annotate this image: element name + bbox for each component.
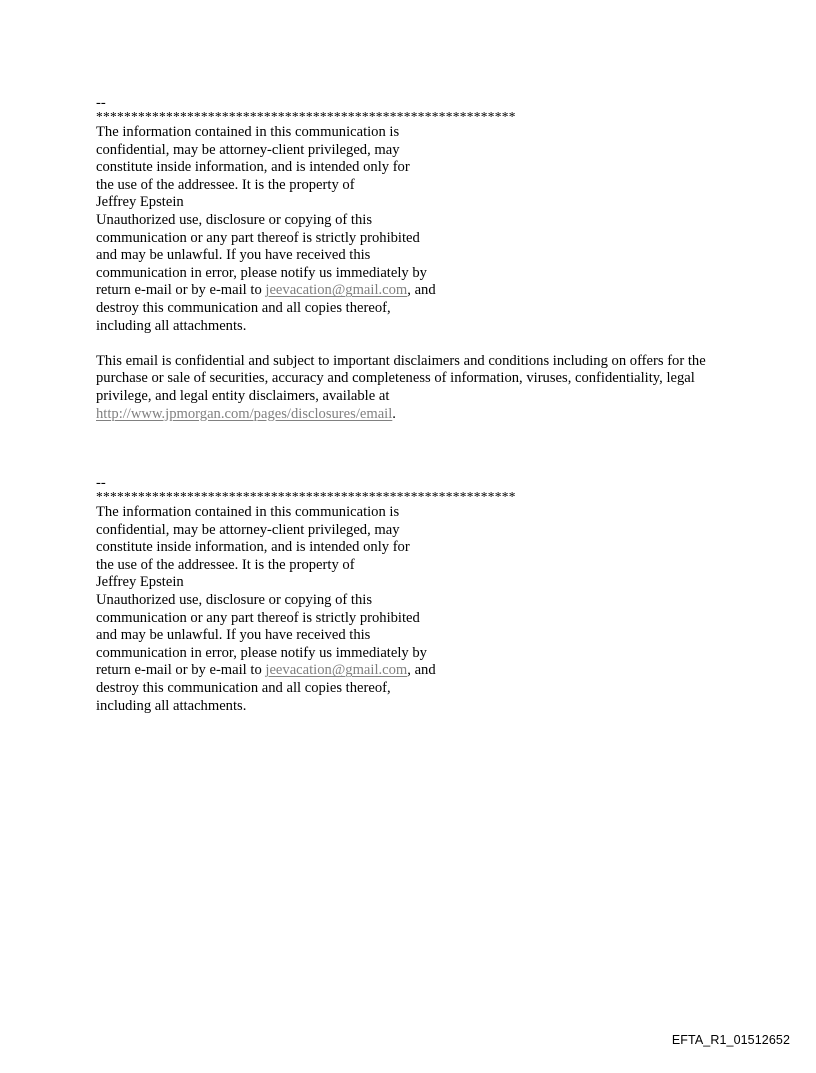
- email-line-prefix: return e-mail or by e-mail to: [96, 282, 266, 299]
- email-line-suffix: , and: [407, 282, 436, 299]
- email-line-suffix: , and: [407, 662, 436, 679]
- asterisk-separator: ************************************************************: [96, 489, 516, 505]
- disclaimer-line: including all attachments.: [96, 317, 247, 334]
- disclaimer-owner-name: Jeffrey Epstein: [96, 574, 184, 591]
- disclaimer-line: destroy this communication and all copies thereof,: [96, 299, 391, 316]
- document-id-stamp: EFTA_R1_01512652: [671, 1033, 790, 1047]
- disclaimer-line: the use of the addressee. It is the property of: [96, 176, 355, 193]
- jpmorgan-disclaimer: [96, 353, 736, 423]
- disclaimer-line: constitute inside information, and is intended only for: [96, 159, 410, 176]
- jpmorgan-link-suffix: .: [392, 405, 396, 422]
- email-link[interactable]: jeevacation@gmail.com: [265, 662, 408, 679]
- disclaimer-line: and may be unlawful. If you have received this: [96, 627, 371, 644]
- jpmorgan-disclaimer-text: This email is confidential and subject to important disclaimers and conditions including on offers for the purchase or sale of securities, accuracy and completeness of information, viruses, confidentiality, legal privilege, and legal entity disclaimers, available at: [96, 352, 706, 404]
- disclaimer-email-line: [96, 662, 736, 680]
- asterisk-separator: ************************************************************: [96, 109, 516, 124]
- disclaimer-line: The information contained in this communication is: [96, 124, 400, 140]
- disclaimer-line: destroy this communication and all copies thereof,: [96, 680, 391, 697]
- disclaimer-line: including all attachments.: [96, 697, 247, 714]
- email-link[interactable]: jeevacation@gmail.com: [265, 282, 408, 299]
- disclaimer-line: and may be unlawful. If you have received this: [96, 247, 371, 264]
- disclaimer-block-2: [96, 476, 736, 715]
- disclaimer-line: confidential, may be attorney-client privileged, may: [96, 141, 400, 158]
- disclaimer-line: The information contained in this communication is: [96, 504, 400, 521]
- disclaimer-line: communication in error, please notify us immediately by: [96, 644, 427, 661]
- signature-separator-dash: --: [96, 475, 106, 492]
- disclaimer-line: communication or any part thereof is strictly prohibited: [96, 229, 420, 246]
- disclaimer-line: communication or any part thereof is strictly prohibited: [96, 609, 420, 626]
- section-gap: [96, 423, 736, 476]
- disclaimer-block-1: [96, 96, 736, 335]
- paragraph-gap: [96, 335, 736, 353]
- disclaimer-line: communication in error, please notify us immediately by: [96, 264, 427, 281]
- jpmorgan-disclosures-link[interactable]: http://www.jpmorgan.com/pages/disclosures/email: [96, 405, 393, 422]
- disclaimer-line: the use of the addressee. It is the property of: [96, 556, 355, 573]
- disclaimer-line: constitute inside information, and is intended only for: [96, 539, 410, 556]
- disclaimer-email-line: [96, 282, 736, 300]
- signature-separator-dash: --: [96, 95, 106, 111]
- disclaimer-line: confidential, may be attorney-client privileged, may: [96, 521, 400, 538]
- document-body: [96, 96, 736, 715]
- jpmorgan-disclaimer-paragraph: [96, 353, 736, 423]
- disclaimer-line: Unauthorized use, disclosure or copying of this: [96, 592, 373, 609]
- disclaimer-line: Unauthorized use, disclosure or copying of this: [96, 211, 373, 228]
- disclaimer-owner-name: Jeffrey Epstein: [96, 194, 184, 211]
- email-line-prefix: return e-mail or by e-mail to: [96, 662, 266, 679]
